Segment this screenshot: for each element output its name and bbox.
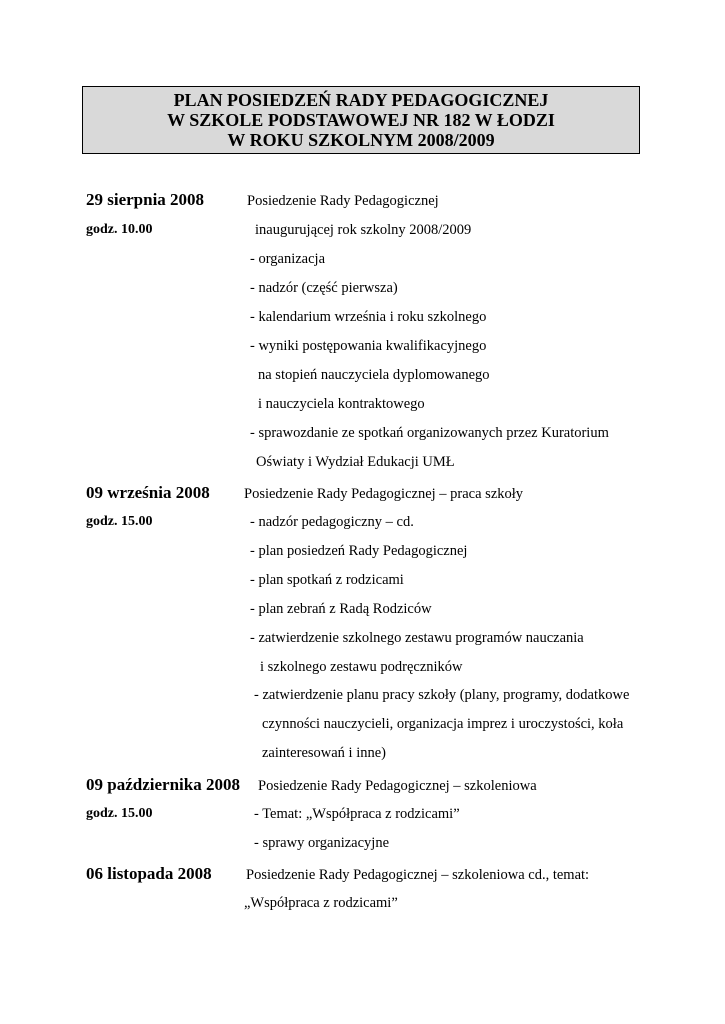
meeting-time: godz. 10.00 <box>86 222 153 237</box>
agenda-line: i szkolnego zestawu podręczników <box>260 659 463 675</box>
meeting-heading: Posiedzenie Rady Pedagogicznej – szkoleniowa <box>258 778 537 794</box>
agenda-line: - kalendarium września i roku szkolnego <box>250 309 487 325</box>
agenda-line: i nauczyciela kontraktowego <box>258 396 425 412</box>
agenda-line: - zatwierdzenie planu pracy szkoły (plany, programy, dodatkowe <box>254 687 630 703</box>
agenda-line: na stopień nauczyciela dyplomowanego <box>258 367 490 383</box>
agenda-line: - plan posiedzeń Rady Pedagogicznej <box>250 543 468 559</box>
agenda-line: czynności nauczycieli, organizacja imprez i uroczystości, koła <box>262 716 624 732</box>
agenda-line: - sprawy organizacyjne <box>254 835 390 851</box>
meeting-heading: Posiedzenie Rady Pedagogicznej – szkoleniowa cd., temat: <box>246 867 590 883</box>
agenda-line: - plan spotkań z rodzicami <box>250 572 404 588</box>
title-line-3: W ROKU SZKOLNYM 2008/2009 <box>227 130 495 150</box>
meeting-time: godz. 15.00 <box>86 806 153 821</box>
meeting-heading: Posiedzenie Rady Pedagogicznej <box>247 193 439 209</box>
meeting-date: 29 sierpnia 2008 <box>86 190 205 209</box>
agenda-line: - plan zebrań z Radą Rodziców <box>250 601 432 617</box>
agenda-line: - nadzór pedagogiczny – cd. <box>250 514 414 530</box>
agenda-line: - wyniki postępowania kwalifikacyjnego <box>250 338 487 354</box>
document-title-box <box>82 86 640 154</box>
agenda-line: - organizacja <box>250 251 326 267</box>
agenda-line: Oświaty i Wydział Edukacji UMŁ <box>256 454 455 470</box>
title-line-2: W SZKOLE PODSTAWOWEJ NR 182 W ŁODZI <box>167 110 555 130</box>
agenda-line: inaugurującej rok szkolny 2008/2009 <box>255 222 472 238</box>
agenda-line: - sprawozdanie ze spotkań organizowanych przez Kuratorium <box>250 425 609 441</box>
meeting-date: 06 listopada 2008 <box>86 864 212 883</box>
meeting-heading: Posiedzenie Rady Pedagogicznej – praca szkoły <box>244 486 524 502</box>
agenda-line: „Współpraca z rodzicami” <box>244 895 398 911</box>
meeting-time: godz. 15.00 <box>86 514 153 529</box>
title-line-1: PLAN POSIEDZEŃ RADY PEDAGOGICZNEJ <box>173 90 549 110</box>
agenda-line: zainteresowań i inne) <box>262 745 387 761</box>
agenda-line: - zatwierdzenie szkolnego zestawu programów nauczania <box>250 630 584 646</box>
agenda-line: - Temat: „Współpraca z rodzicami” <box>254 806 460 822</box>
agenda-line: - nadzór (część pierwsza) <box>250 280 398 296</box>
meeting-date: 09 września 2008 <box>86 483 210 502</box>
meeting-date: 09 października 2008 <box>86 775 240 794</box>
